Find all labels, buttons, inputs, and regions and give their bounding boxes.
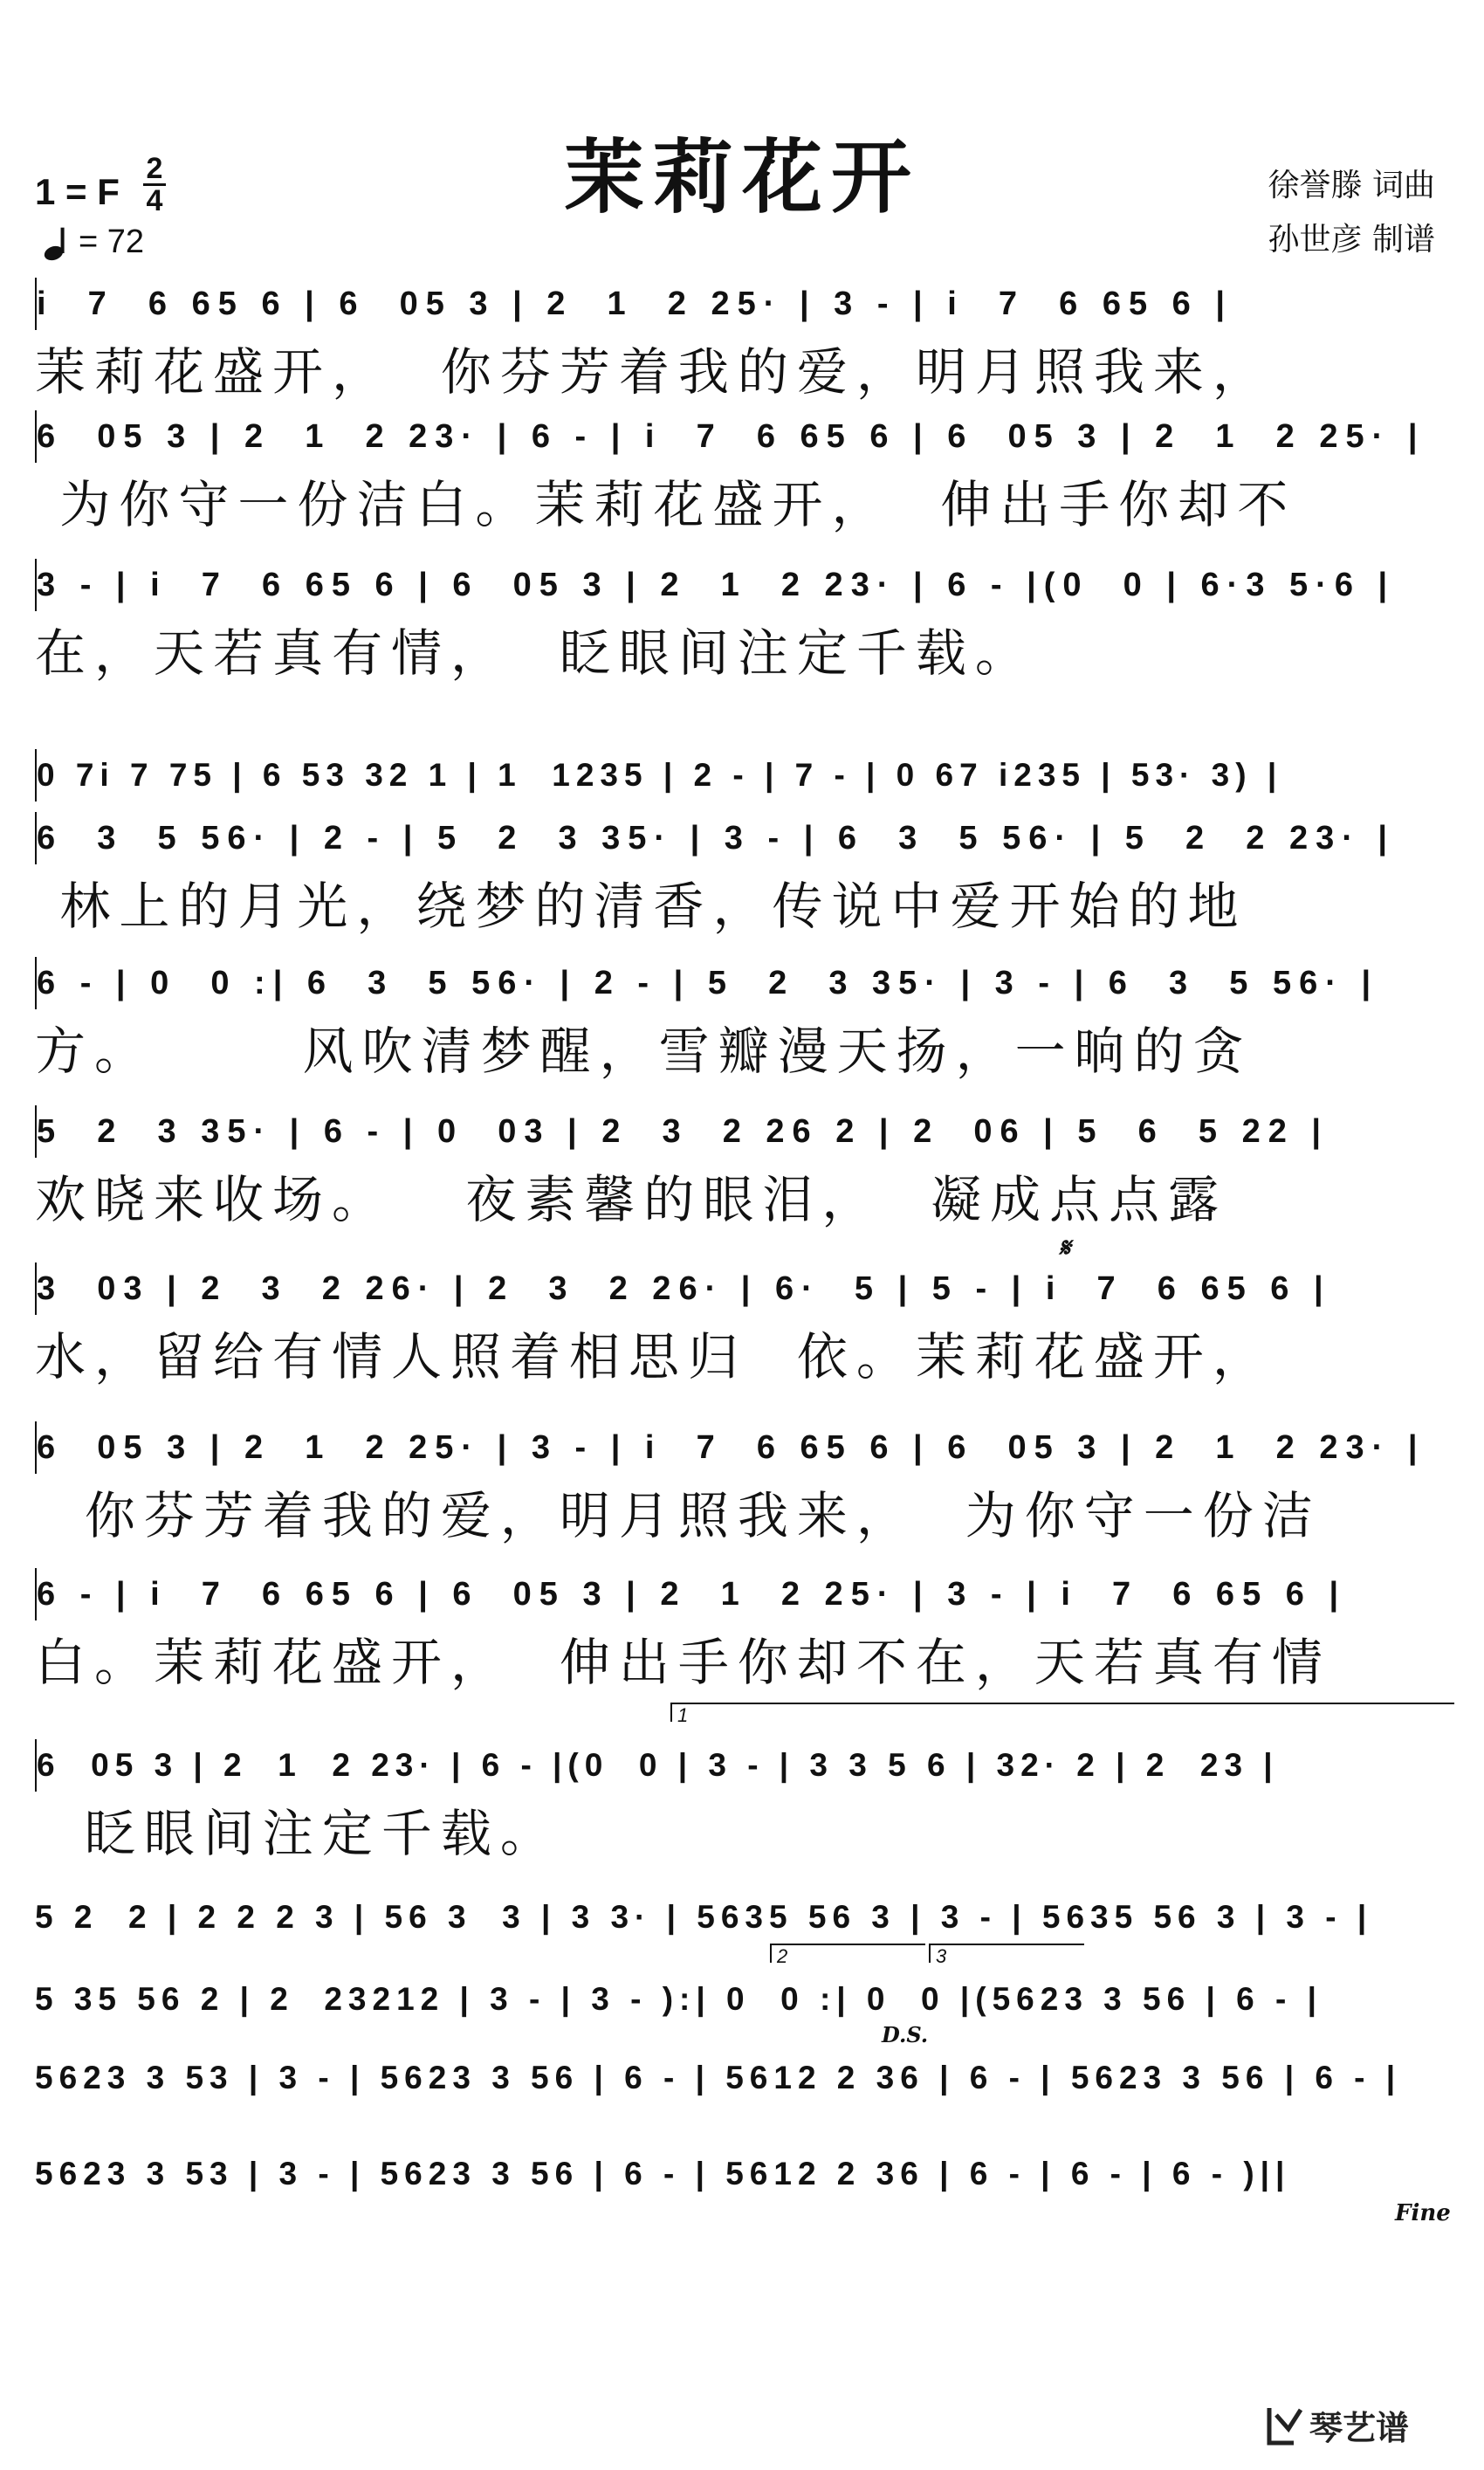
notation-text: 5 35 56 2 | 2 23212 | 3 - | 3 - ):| 0 0 :| 0 0 |(5623 3 56 | 6 - | <box>35 1981 1323 2017</box>
notation-line <box>35 2052 1449 2104</box>
score-system-13 <box>35 1973 1449 2026</box>
notation-line <box>35 1263 1449 1315</box>
score-system-14 <box>35 2052 1449 2104</box>
time-signature-bottom: 4 <box>146 184 163 217</box>
score-system-8 <box>35 1263 1449 1392</box>
credit-lyricist-composer: 徐誉滕 词曲 <box>1268 168 1435 203</box>
tempo-marking <box>38 224 144 263</box>
lyric-line: 眨眼间注定千载。 <box>35 1804 560 1863</box>
notation-text: 6 05 3 | 2 1 2 23· | 6 - |(0 0 | 3 - | 3 3 5 6 | 32· 2 | 2 23 | <box>37 1747 1279 1783</box>
notation-line <box>35 1891 1449 1944</box>
notation-text: 6 - | i 7 6 65 6 | 6 05 3 | 2 1 2 25· | 3 - | i 7 6 65 6 | <box>37 1576 1347 1613</box>
notation-line <box>35 410 1449 463</box>
score-system-5 <box>35 812 1449 941</box>
notation-line <box>35 278 1449 330</box>
ds-marking: D.S. <box>882 2022 929 2047</box>
notation-text: 0 7i 7 75 | 6 53 32 1 | 1 1235 | 2 - | 7 - | 0 67 i235 | 53· 3) | <box>37 757 1283 793</box>
notation-text: 5623 3 53 | 3 - | 5623 3 56 | 6 - | 5612 2 36 | 6 - | 5623 3 56 | 6 - | <box>35 2060 1402 2095</box>
lyric-line: 白。茉莉花盛开， 伸出手你却不在，天若真有情 <box>35 1633 1331 1692</box>
quarter-note-icon <box>38 224 79 263</box>
score-system-9 <box>35 1421 1449 1551</box>
score-system-11 <box>35 1739 1449 1868</box>
notation-text: 5623 3 53 | 3 - | 5623 3 56 | 6 - | 5612 2 36 | 6 - | 6 - | 6 - )|| <box>35 2156 1291 2191</box>
key-signature: 1 = F <box>35 171 120 212</box>
lyric-line: 在，天若真有情， 眨眼间注定千载。 <box>35 623 1034 683</box>
lyric-line: 水，留给有情人照着相思归 依。茉莉花盛开， <box>35 1327 1272 1386</box>
notation-text: 6 05 3 | 2 1 2 25· | 3 - | i 7 6 65 6 | 6 05 3 | 2 1 2 23· | <box>37 1429 1426 1466</box>
qinyipu-logo <box>1264 2403 1456 2452</box>
notation-text: 6 3 5 56· | 2 - | 5 2 3 35· | 3 - | 6 3 5 56· | 5 2 2 23· | <box>37 820 1396 857</box>
lyric-line: 欢晓来收场。 夜素馨的眼泪， 凝成点点露 <box>35 1170 1228 1229</box>
lyric-line: 茉莉花盛开， 你芬芳着我的爱，明月照我来， <box>35 342 1272 402</box>
lyric-line: 为你守一份洁白。茉莉花盛开， 伸出手你却不 <box>35 475 1297 534</box>
credit-engraver: 孙世彦 制谱 <box>1268 222 1435 258</box>
notation-text: 3 03 | 2 3 2 26· | 2 3 2 26· | 6· 5 | 5 - | i 7 6 65 6 | <box>37 1270 1331 1307</box>
notation-line <box>35 1105 1449 1158</box>
notation-line <box>35 1973 1449 2026</box>
qinyipu-logo-icon <box>1269 2408 1301 2443</box>
score-system-4 <box>35 749 1449 802</box>
time-signature-top: 2 <box>146 152 163 185</box>
score-system-3 <box>35 559 1449 688</box>
score-system-15 <box>35 2148 1449 2200</box>
volta-bracket-3: 3 <box>929 1944 1084 1963</box>
notation-text: 5 2 2 | 2 2 2 3 | 56 3 3 | 3 3· | 5635 56 3 | 3 - | 5635 56 3 | 3 - | <box>35 1899 1373 1935</box>
notation-line <box>35 749 1449 802</box>
lyric-line: 你芬芳着我的爱，明月照我来， 为你守一份洁 <box>35 1486 1322 1545</box>
notation-line <box>35 559 1449 611</box>
score-system-10 <box>35 1568 1449 1697</box>
notation-line <box>35 812 1449 864</box>
song-title: 茉莉花开 <box>563 130 920 224</box>
notation-line <box>35 957 1449 1009</box>
segno-sign: 𝄋 <box>1059 1233 1070 1263</box>
score-system-12 <box>35 1891 1449 1944</box>
score-system-2 <box>35 410 1449 540</box>
volta-bracket-2: 2 <box>770 1944 925 1963</box>
tempo-value: = 72 <box>79 224 145 260</box>
notation-text: 6 05 3 | 2 1 2 23· | 6 - | i 7 6 65 6 | 6 05 3 | 2 1 2 25· | <box>37 418 1426 455</box>
volta-bracket-1: 1 <box>670 1703 1454 1722</box>
notation-text: 5 2 3 35· | 6 - | 0 03 | 2 3 2 26 2 | 2 06 | 5 6 5 22 | <box>37 1113 1329 1150</box>
lyric-line: 方。 风吹清梦醒，雪瓣漫天扬，一晌的贪 <box>35 1022 1253 1081</box>
notation-line <box>35 1421 1449 1474</box>
notation-text: 6 - | 0 0 :| 6 3 5 56· | 2 - | 5 2 3 35· | 3 - | 6 3 5 56· | <box>37 965 1379 1001</box>
time-signature <box>143 152 166 217</box>
score-system-6 <box>35 957 1449 1086</box>
logo-text: 琴艺谱 <box>1309 2409 1410 2447</box>
lyric-line: 林上的月光，绕梦的清香，传说中爱开始的地 <box>35 877 1247 936</box>
notation-line <box>35 1568 1449 1620</box>
notation-text: 3 - | i 7 6 65 6 | 6 05 3 | 2 1 2 23· | 6 - |(0 0 | 6·3 5·6 | <box>37 567 1396 603</box>
notation-line <box>35 1739 1449 1792</box>
fine-marking: Fine <box>1395 2200 1451 2226</box>
notation-line <box>35 2148 1449 2200</box>
score-system-1 <box>35 278 1449 407</box>
notation-text: i 7 6 65 6 | 6 05 3 | 2 1 2 25· | 3 - | i 7 6 65 6 | <box>37 286 1233 322</box>
score-system-7 <box>35 1105 1449 1235</box>
